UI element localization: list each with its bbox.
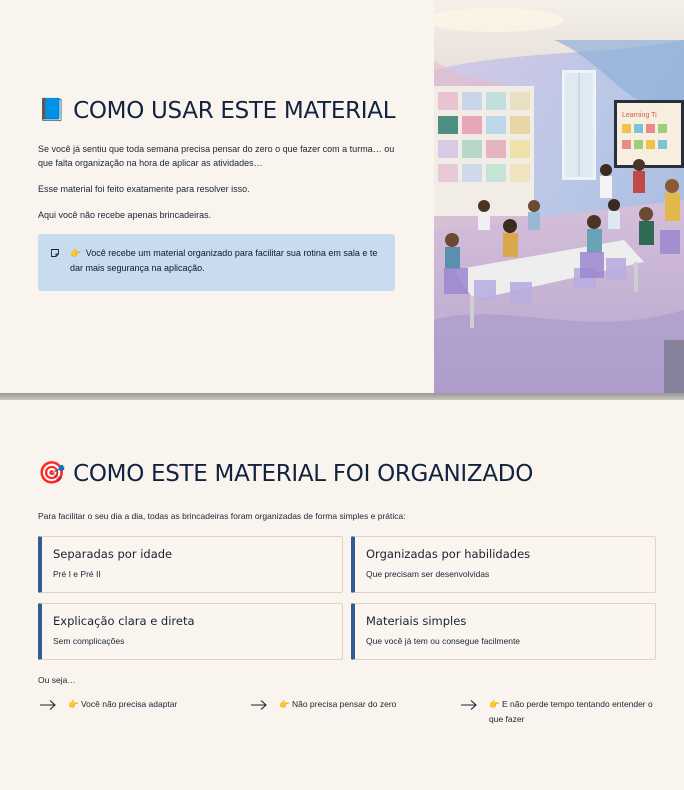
card-subtitle: Que você já tem ou consegue facilmente: [366, 636, 521, 646]
step-text-block: [279, 697, 396, 712]
card-materiais-simples: [351, 603, 656, 660]
slide2-title: [38, 461, 533, 487]
slide1-content: [38, 98, 398, 291]
pointing-hand-icon: 👉: [489, 699, 500, 709]
screen-text: Learning Ti: [622, 112, 657, 119]
slide1-title-text: COMO USAR ESTE MATERIAL: [73, 98, 396, 124]
step-item: [38, 697, 238, 712]
card-subtitle: Que precisam ser desenvolvidas: [366, 569, 490, 579]
ou-seja-text: Ou seja…: [38, 675, 76, 685]
pointing-hand-icon: 👉: [70, 248, 82, 258]
slide2-title-text: COMO ESTE MATERIAL FOI ORGANIZADO: [73, 461, 533, 487]
note-icon: [50, 248, 60, 258]
step-text: E não perde tempo tentando entender o que fazer: [489, 699, 653, 724]
callout-box: [38, 234, 395, 291]
book-icon: 📘: [38, 98, 66, 123]
arrow-right-icon: [249, 699, 269, 711]
benefit-steps: [38, 697, 656, 737]
card-subtitle: Pré I e Pré II: [53, 569, 101, 579]
callout-text-block: [70, 246, 383, 291]
slide-organizacao: [0, 400, 684, 790]
card-organizadas-por-habilidades: [351, 536, 656, 593]
pointing-hand-icon: 👉: [279, 699, 290, 709]
card-separadas-por-idade: [38, 536, 343, 593]
step-text: Você não precisa adaptar: [80, 699, 178, 709]
step-text: Não precisa pensar do zero: [291, 699, 397, 709]
classroom-photo: [434, 0, 684, 393]
classroom-illustration: [434, 0, 684, 393]
slide1-title: [38, 98, 398, 124]
card-title: Organizadas por habilidades: [366, 547, 531, 561]
slide-divider: [0, 393, 684, 400]
slide2-intro: Para facilitar o seu dia a dia, todas as brincadeiras foram organizadas de forma simples e prática:: [38, 511, 406, 521]
card-explicacao-clara: [38, 603, 343, 660]
callout-text: Você recebe um material organizado para facilitar sua rotina em sala e te dar mais segurança na aplicação.: [70, 248, 378, 273]
card-title: Materiais simples: [366, 614, 467, 628]
arrow-right-icon: [459, 699, 479, 711]
card-title: Separadas por idade: [53, 547, 173, 561]
step-item: [249, 697, 449, 712]
pointing-hand-icon: 👉: [68, 699, 79, 709]
arrow-right-icon: [38, 699, 58, 711]
card-title: Explicação clara e direta: [53, 614, 195, 628]
step-text-block: [489, 697, 655, 727]
slide1-paragraph-3: Aqui você não recebe apenas brincadeiras.: [38, 210, 212, 220]
step-item: [459, 697, 655, 727]
step-text-block: [68, 697, 177, 712]
slide1-paragraph-2: Esse material foi feito exatamente para resolver isso.: [38, 184, 250, 194]
target-icon: 🎯: [38, 461, 66, 486]
slide-como-usar: [0, 0, 684, 393]
slide1-paragraph-1: Se você já sentiu que toda semana precisa pensar do zero o que fazer com a turma… ou que falta organização na hora de aplicar as atividades…: [38, 144, 395, 168]
card-subtitle: Sem complicações: [53, 636, 125, 646]
